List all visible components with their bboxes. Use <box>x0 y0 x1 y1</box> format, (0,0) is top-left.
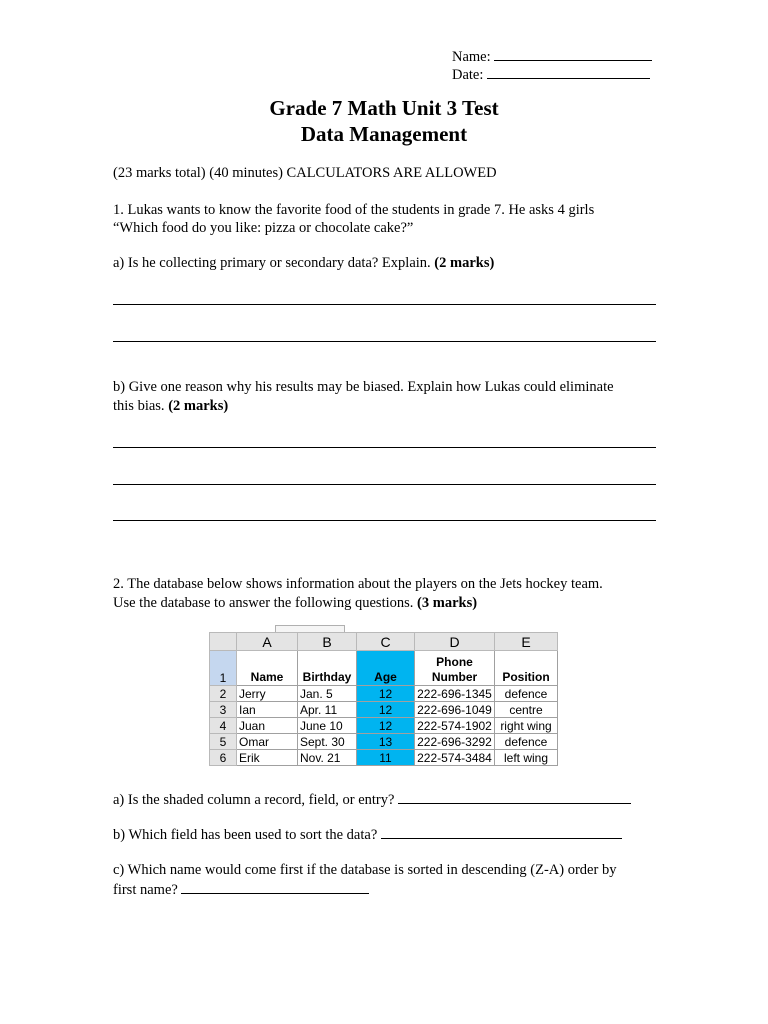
q2c-line2 <box>113 880 369 900</box>
q1b-line2 <box>113 397 228 416</box>
name-line <box>452 47 652 67</box>
cell-birthday: Sept. 30 <box>298 734 357 750</box>
q2c-line1: c) Which name would come first if the database is sorted in descending (Z-A) order by <box>113 862 617 878</box>
hockey-database <box>209 632 558 766</box>
q2c-text: first name? <box>113 882 178 898</box>
table-row <box>210 686 558 702</box>
cell-phone: 222-696-1049 <box>415 702 495 718</box>
cell-position: centre <box>495 702 558 718</box>
col-letter-a: A <box>237 633 298 651</box>
table-row <box>210 702 558 718</box>
row-number: 4 <box>210 718 237 734</box>
cell-birthday: Jan. 5 <box>298 686 357 702</box>
cell-phone: 222-574-3484 <box>415 750 495 766</box>
name-blank[interactable] <box>494 47 652 61</box>
header-age: Age <box>357 651 415 686</box>
q2-stem-line2 <box>113 594 477 613</box>
cell-age: 12 <box>357 718 415 734</box>
page-title: Grade 7 Math Unit 3 Test <box>269 96 499 120</box>
q1a-question <box>113 254 494 273</box>
q1b-answer-line-3[interactable] <box>113 520 656 521</box>
cell-position: defence <box>495 734 558 750</box>
corner-cell <box>210 633 237 651</box>
q1b-line1: b) Give one reason why his results may be biased. Explain how Lukas could eliminate <box>113 379 614 395</box>
q1b-answer-line-2[interactable] <box>113 484 656 485</box>
col-letter-c: C <box>357 633 415 651</box>
header-phone <box>415 651 495 686</box>
cell-name: Omar <box>237 734 298 750</box>
col-letter-e: E <box>495 633 558 651</box>
header-phone-line1: Phone <box>436 655 473 669</box>
q2b-text: b) Which field has been used to sort the data? <box>113 827 378 843</box>
q1b-text: this bias. <box>113 398 165 414</box>
header-name: Name <box>237 651 298 686</box>
cell-phone: 222-696-1345 <box>415 686 495 702</box>
cell-name: Ian <box>237 702 298 718</box>
q2-marks: (3 marks) <box>417 595 478 611</box>
date-label: Date: <box>452 67 484 83</box>
q1b-answer-line-1[interactable] <box>113 447 656 448</box>
header-phone-line2: Number <box>431 670 478 684</box>
row-number: 3 <box>210 702 237 718</box>
cell-position: left wing <box>495 750 558 766</box>
row-number-1: 1 <box>210 651 237 686</box>
header-birthday: Birthday <box>298 651 357 686</box>
cell-phone: 222-574-1902 <box>415 718 495 734</box>
cell-name: Jerry <box>237 686 298 702</box>
cell-age: 11 <box>357 750 415 766</box>
cell-birthday: Nov. 21 <box>298 750 357 766</box>
q2a-answer-blank[interactable] <box>398 790 631 804</box>
date-line <box>452 65 650 85</box>
q2-stem-line1: 2. The database below shows information about the players on the Jets hockey team. <box>113 576 603 592</box>
q2b-question <box>113 825 622 845</box>
q1a-answer-line-2[interactable] <box>113 341 656 342</box>
cell-birthday: Apr. 11 <box>298 702 357 718</box>
name-label: Name: <box>452 49 491 65</box>
q1-stem-line2: “Which food do you like: pizza or chocolate cake?” <box>113 220 414 236</box>
test-info: (23 marks total) (40 minutes) CALCULATORS ARE ALLOWED <box>113 165 497 181</box>
table-row <box>210 734 558 750</box>
table-row <box>210 718 558 734</box>
cell-position: defence <box>495 686 558 702</box>
q1-stem-line1: 1. Lukas wants to know the favorite food of the students in grade 7. He asks 4 girls <box>113 202 595 218</box>
q1a-answer-line-1[interactable] <box>113 304 656 305</box>
row-number: 6 <box>210 750 237 766</box>
q2c-answer-blank[interactable] <box>181 880 369 894</box>
page-subtitle: Data Management <box>300 122 468 146</box>
header-position: Position <box>495 651 558 686</box>
table-row <box>210 750 558 766</box>
cell-position: right wing <box>495 718 558 734</box>
cell-name: Erik <box>237 750 298 766</box>
q1a-text: a) Is he collecting primary or secondary data? Explain. <box>113 255 431 271</box>
q1b-marks: (2 marks) <box>168 398 229 414</box>
q2a-text: a) Is the shaded column a record, field, or entry? <box>113 792 395 808</box>
q1a-marks: (2 marks) <box>434 255 495 271</box>
q2-stem-text: Use the database to answer the following questions. <box>113 595 414 611</box>
cell-birthday: June 10 <box>298 718 357 734</box>
cell-age: 12 <box>357 686 415 702</box>
date-blank[interactable] <box>487 65 650 79</box>
col-letter-d: D <box>415 633 495 651</box>
cell-phone: 222-696-3292 <box>415 734 495 750</box>
q2a-question <box>113 790 631 810</box>
cell-age: 13 <box>357 734 415 750</box>
cell-name: Juan <box>237 718 298 734</box>
col-letter-b: B <box>298 633 357 651</box>
row-number: 5 <box>210 734 237 750</box>
cell-age: 12 <box>357 702 415 718</box>
q2b-answer-blank[interactable] <box>381 825 622 839</box>
row-number: 2 <box>210 686 237 702</box>
